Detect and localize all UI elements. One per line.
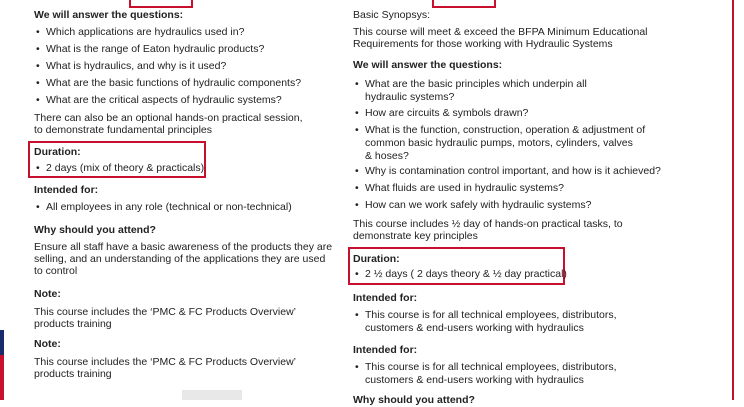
question-item: • What is the range of Eaton hydraulic products? (36, 43, 264, 56)
question-item: • What are the critical aspects of hydraulic systems? (36, 94, 282, 107)
question-item (355, 78, 587, 104)
synopsis-text-line: This course will meet & exceed the BFPA Minimum Educational (353, 26, 648, 38)
why-heading-partial: Why should you attend? (353, 394, 475, 406)
intended-heading: Intended for: (353, 292, 418, 304)
practical-text-line: This course includes ½ day of hands-on practical tasks, to (353, 218, 623, 230)
question-item: • What are the basic functions of hydraulic components? (36, 77, 301, 90)
intended-line: This course is for all technical employees, distributors, (365, 361, 617, 373)
question-item (355, 124, 645, 163)
synopsis-text-line: Requirements for those working with Hydraulic Systems (353, 38, 613, 50)
question-item: • Which applications are hydraulics used in? (36, 26, 244, 39)
question-item: • What is hydraulics, and why is it used? (36, 60, 226, 73)
why-text-line: selling, and an understanding of the applications they are used (34, 253, 326, 265)
note-text-line: This course includes the ‘PMC & FC Products Overview’ (34, 356, 297, 368)
left-edge-mark-red (0, 355, 4, 400)
why-heading: Why should you attend? (34, 224, 156, 236)
intended-heading: Intended for: (34, 184, 99, 196)
question-item: • How are circuits & symbols drawn? (355, 107, 528, 120)
intended-item (355, 361, 617, 387)
question-item: • Why is contamination control important, and how is it achieved? (355, 165, 661, 178)
question-line: What are the basic principles which underpin all (365, 78, 587, 90)
duration-item: • 2 days (mix of theory & practicals) (36, 162, 204, 175)
note-heading: Note: (34, 338, 61, 350)
note-text-line: This course includes the ‘PMC & FC Products Overview’ (34, 306, 297, 318)
intended-heading: Intended for: (353, 344, 418, 356)
practical-text-line: demonstrate key principles (353, 230, 478, 242)
questions-heading: We will answer the questions: (353, 59, 503, 71)
intended-item (355, 309, 617, 335)
note-heading: Note: (34, 288, 61, 300)
intended-line: customers & end-users working with hydraulics (365, 374, 584, 386)
page-edge-border (732, 0, 734, 400)
question-item: • What fluids are used in hydraulic systems? (355, 182, 564, 195)
duration-heading: Duration: (34, 146, 81, 158)
note-text-line: products training (34, 368, 112, 380)
why-text-line: to control (34, 265, 78, 277)
question-line: common basic hydraulic pumps, motors, cylinders, valves (365, 137, 633, 149)
synopsis-heading: Basic Synopsys: (353, 9, 431, 21)
bottom-fade-mark (182, 390, 242, 400)
note-text-line: products training (34, 318, 112, 330)
duration-heading: Duration: (353, 253, 400, 265)
practical-text-line: to demonstrate fundamental principles (34, 124, 213, 136)
top-highlight-box-right (432, 0, 496, 8)
intended-line: This course is for all technical employees, distributors, (365, 309, 617, 321)
why-text-line: Ensure all staff have a basic awareness of the products they are (34, 241, 333, 253)
intended-line: customers & end-users working with hydraulics (365, 322, 584, 334)
top-highlight-box-left (129, 0, 193, 8)
practical-text-line: There can also be an optional hands-on practical session, (34, 112, 303, 124)
intended-item: • All employees in any role (technical or non-technical) (36, 201, 292, 214)
question-line: What is the function, construction, operation & adjustment of (365, 124, 646, 136)
duration-item: • 2 ½ days ( 2 days theory & ½ day practical) (355, 268, 567, 281)
question-line: & hoses? (365, 150, 409, 162)
question-line: hydraulic systems? (365, 91, 455, 103)
questions-heading: We will answer the questions: (34, 9, 184, 21)
question-item: • How can we work safely with hydraulic systems? (355, 199, 591, 212)
